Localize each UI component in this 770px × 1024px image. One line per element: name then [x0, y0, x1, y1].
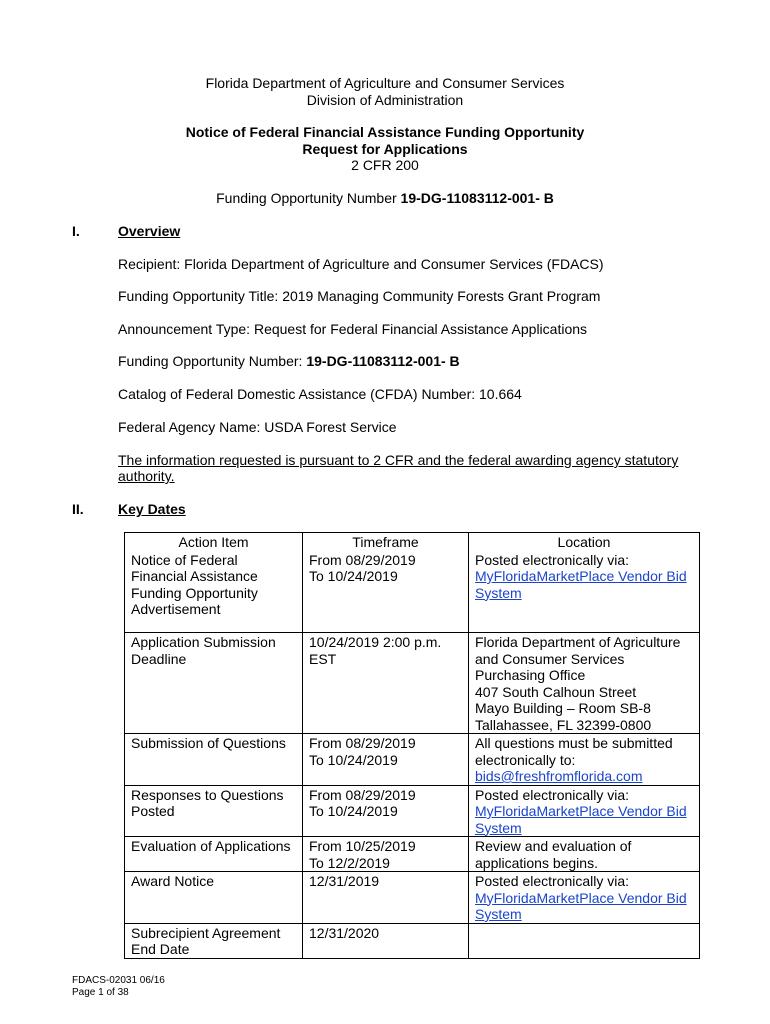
timeframe-line: 10/24/2019 2:00 p.m. [309, 634, 442, 650]
funding-number-label: Funding Opportunity Number: [118, 353, 303, 369]
timeframe-line: EST [309, 650, 337, 667]
location-line: Mayo Building – Room SB-8 [475, 700, 651, 716]
action-cell [125, 551, 303, 633]
action-line: End Date [131, 941, 190, 957]
funding-number-value: 19-DG-11083112-001- B [306, 353, 460, 369]
timeframe-cell [303, 734, 469, 786]
location-line: Florida Department of Agriculture [475, 634, 681, 650]
action-cell [125, 837, 303, 872]
cfda-line [118, 386, 522, 403]
location-cell [469, 633, 700, 734]
cfda-value: 10.664 [479, 386, 522, 402]
funding-title-label: Funding Opportunity Title: [118, 288, 279, 304]
timeframe-cell [303, 872, 469, 924]
location-cell [469, 872, 700, 924]
action-line: Award Notice [131, 873, 215, 889]
form-id: FDACS-02031 06/16 [72, 975, 165, 986]
location-line: Tallahassee, FL 32399-0800 [475, 716, 652, 733]
action-cell [125, 785, 303, 837]
funding-opportunity-line [0, 190, 770, 207]
announcement-type-line [118, 321, 587, 338]
action-cell [125, 633, 303, 734]
vendor-bid-system-link[interactable]: System [475, 906, 522, 922]
notice-title: Notice of Federal Financial Assistance Funding Opportunity [185, 124, 585, 140]
timeframe-line: To 10/24/2019 [309, 803, 398, 819]
action-line: Funding Opportunity [131, 584, 258, 601]
timeframe-cell [303, 633, 469, 734]
vendor-bid-system-link[interactable]: MyFloridaMarketPlace Vendor Bid [475, 568, 687, 584]
announcement-type-value: Request for Federal Financial Assistance Applications [253, 321, 588, 337]
page-footer [72, 975, 165, 999]
cfr-reference: 2 CFR 200 [351, 157, 419, 173]
vendor-bid-system-link[interactable]: MyFloridaMarketPlace Vendor Bid [475, 803, 687, 819]
location-cell [469, 837, 700, 872]
announcement-type-label: Announcement Type: [118, 321, 251, 337]
section-1-numeral: I. [72, 223, 80, 239]
location-cell [469, 734, 700, 786]
recipient-line [118, 256, 604, 273]
notice-subtitle: Request for Applications [302, 141, 468, 157]
table-row [125, 872, 700, 924]
action-cell [125, 872, 303, 924]
timeframe-cell [303, 837, 469, 872]
timeframe-line: From 08/29/2019 [309, 786, 416, 803]
timeframe-line: To 10/24/2019 [309, 568, 398, 584]
vendor-bid-system-link[interactable]: System [475, 819, 522, 836]
key-dates-table [124, 532, 700, 959]
location-line: All questions must be submitted [475, 735, 673, 751]
page-number: Page 1 of 38 [72, 987, 129, 998]
location-line: 407 South Calhoun Street [475, 683, 637, 700]
action-line: Deadline [131, 650, 187, 667]
table-row [125, 837, 700, 872]
action-line: Financial Assistance [131, 568, 258, 584]
action-line: Advertisement [131, 601, 221, 617]
action-cell [125, 923, 303, 958]
federal-agency-value: USDA Forest Service [264, 419, 397, 435]
timeframe-line: From 08/29/2019 [309, 735, 416, 751]
funding-opportunity-label: Funding Opportunity Number [216, 190, 397, 206]
action-line: Notice of Federal [131, 551, 238, 568]
column-header-location: Location [469, 533, 700, 551]
action-cell [125, 734, 303, 786]
section-2-numeral: II. [72, 501, 84, 517]
timeframe-line: 12/31/2020 [309, 924, 380, 941]
location-cell [469, 551, 700, 633]
department-name: Florida Department of Agriculture and Consumer Services [205, 75, 565, 91]
column-header-timeframe: Timeframe [303, 533, 469, 551]
location-cell [469, 923, 700, 958]
section-2-title: Key Dates [118, 501, 186, 517]
action-line: Submission of Questions [131, 735, 286, 751]
table-row [125, 923, 700, 958]
action-line: Subrecipient Agreement [131, 924, 281, 941]
timeframe-cell [303, 923, 469, 958]
timeframe-cell [303, 551, 469, 633]
federal-agency-label: Federal Agency Name: [118, 419, 261, 435]
table-row [125, 551, 700, 633]
action-line: Responses to Questions [131, 786, 284, 803]
table-row [125, 633, 700, 734]
timeframe-line: From 10/25/2019 [309, 838, 416, 854]
funding-number-line [118, 353, 460, 370]
timeframe-line: To 10/24/2019 [309, 751, 398, 768]
federal-agency-line [118, 419, 397, 436]
action-line: Evaluation of Applications [131, 838, 291, 854]
location-cell [469, 785, 700, 837]
location-line: applications begins. [475, 854, 598, 871]
statutory-note-line-2: authority. [118, 468, 175, 484]
cfda-label: Catalog of Federal Domestic Assistance (CFDA) Number: [118, 386, 476, 402]
vendor-bid-system-link[interactable]: System [475, 584, 522, 601]
timeframe-line: 12/31/2019 [309, 873, 380, 889]
table-header-row [125, 533, 700, 551]
column-header-action-item: Action Item [125, 533, 303, 551]
timeframe-cell [303, 785, 469, 837]
timeframe-line: From 08/29/2019 [309, 551, 416, 568]
action-line: Posted [131, 803, 175, 819]
recipient-value: Florida Department of Agriculture and Consumer Services (FDACS) [184, 256, 604, 272]
action-line: Application Submission [131, 634, 276, 650]
location-line: Purchasing Office [475, 667, 586, 683]
location-line: Review and evaluation of [475, 838, 632, 854]
location-line: Posted electronically via: [475, 786, 630, 803]
vendor-bid-system-link[interactable]: MyFloridaMarketPlace Vendor Bid [475, 889, 687, 906]
location-line: Posted electronically via: [475, 873, 630, 889]
table-row [125, 785, 700, 837]
funding-opportunity-number: 19-DG-11083112-001- B [400, 190, 554, 206]
recipient-label: Recipient: [118, 256, 181, 272]
division-name: Division of Administration [306, 92, 464, 108]
statutory-note-line-1: The information requested is pursuant to 2 CFR and the federal awarding agency statutory [118, 452, 679, 468]
location-line: Posted electronically via: [475, 551, 630, 568]
funding-title-value: 2019 Managing Community Forests Grant Program [282, 288, 601, 304]
table-row [125, 734, 700, 786]
location-line: and Consumer Services [475, 650, 625, 667]
location-line: electronically to: [475, 751, 576, 768]
timeframe-line: To 12/2/2019 [309, 854, 390, 871]
section-1-title: Overview [118, 223, 181, 239]
funding-title-line [118, 288, 600, 305]
bids-email-link[interactable]: bids@freshfromflorida.com [475, 768, 643, 784]
